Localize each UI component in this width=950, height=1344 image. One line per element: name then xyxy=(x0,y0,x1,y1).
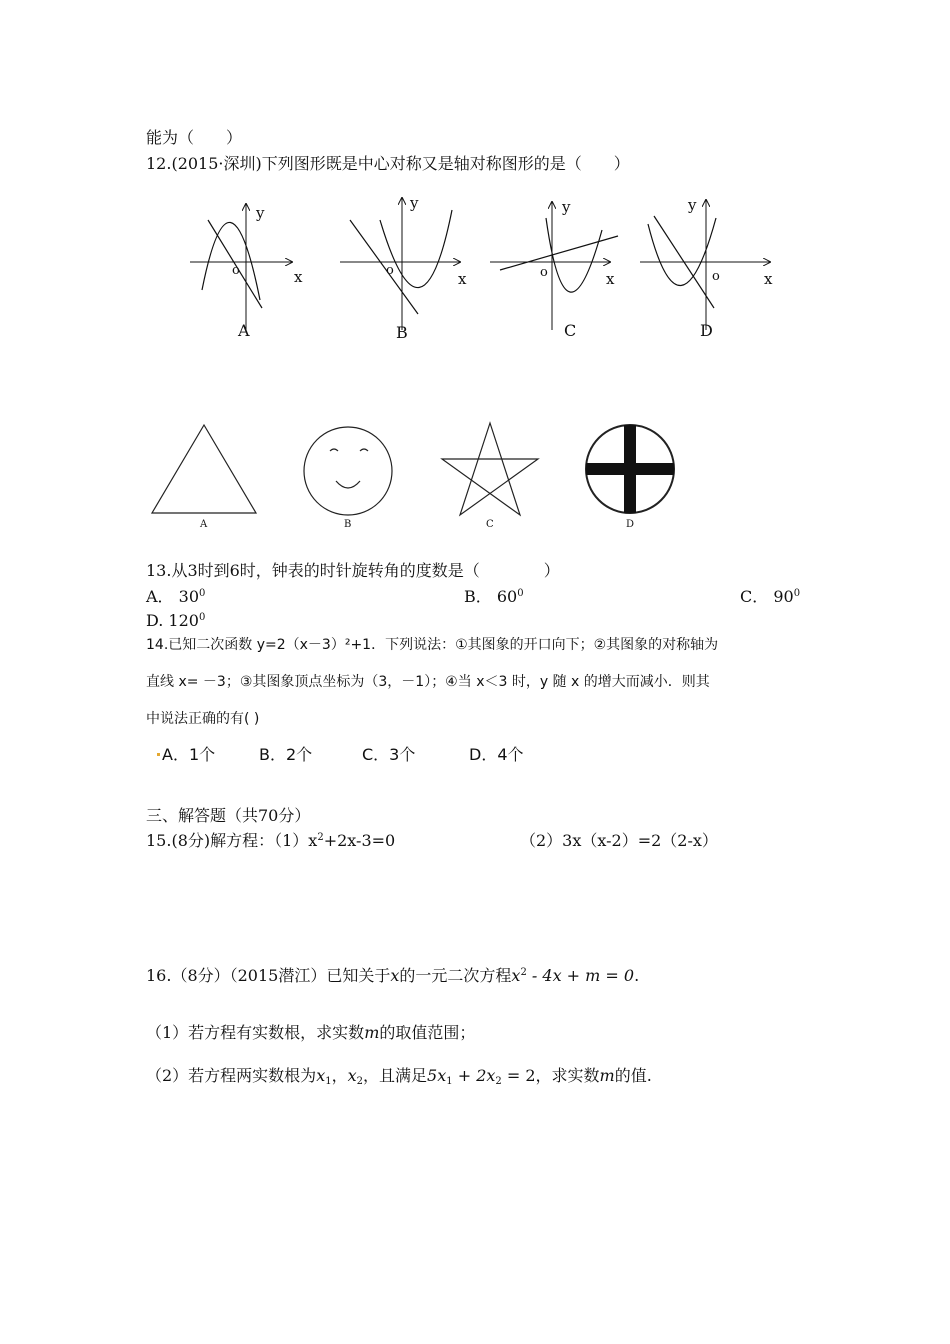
q13-option-d: D. $120^0$ xyxy=(146,611,206,630)
shape-a-triangle xyxy=(152,425,256,530)
shape-b-smiley xyxy=(304,427,392,530)
q12-stem: 12.(2015·深圳)下列图形既是中心对称又是轴对称图形的是（ ） xyxy=(146,154,630,173)
graph-b xyxy=(340,194,467,342)
shape-d-cross-circle xyxy=(586,425,674,530)
q16-stem: 16.（8分）（2015潜江）已知关于x的一元二次方程$x^2 - 4x + m = 0$. xyxy=(146,966,640,985)
section-3-heading: 三、解答题（共70分） xyxy=(146,806,311,825)
graph-b-label: B xyxy=(396,323,408,342)
graph-a-origin: o xyxy=(232,263,240,278)
graph-a-label: A xyxy=(238,321,250,340)
q15-part-1: 15.(8分)解方程：$(1)x^2+2x-3=0$ xyxy=(146,831,396,850)
graph-b-origin: o xyxy=(386,263,394,278)
graph-c-origin: o xyxy=(540,265,548,280)
q14-line-3: 中说法正确的有( ) xyxy=(146,711,260,727)
shape-d-label: D xyxy=(626,519,635,530)
graph-c xyxy=(490,198,618,340)
q15-part-2: （2）3x（x-2）=2（2-x） xyxy=(520,831,718,850)
q14-option-b: B．2个 xyxy=(259,745,313,764)
graph-a-y-label: y xyxy=(256,204,265,222)
graph-d-origin: o xyxy=(712,269,720,284)
q13-option-b: B． $60^0$ xyxy=(464,587,524,606)
graph-c-label: C xyxy=(564,321,577,340)
q13-option-a: A． $30^0$ xyxy=(146,587,206,606)
q16-part-2: （2）若方程两实数根为$x_1$，$x_2$，且满足$5x_1 + 2x_2 = 2$，求实数m的值. xyxy=(146,1066,652,1087)
q13-stem: 13.从3时到6时，钟表的时针旋转角的度数是（ ） xyxy=(146,561,560,580)
graph-c-x-label: x xyxy=(606,270,615,288)
q14-line-1: 14.已知二次函数 y=2（x－3）²+1．下列说法：①其图象的开口向下；②其图象的对称轴为 xyxy=(146,637,719,653)
q14-option-c: C．3个 xyxy=(362,745,416,764)
graph-b-x-label: x xyxy=(458,270,467,288)
graph-b-y-label: y xyxy=(410,194,419,212)
graph-a-x-label: x xyxy=(294,268,303,286)
q12-graphs xyxy=(180,190,800,350)
edit-marker xyxy=(157,753,160,756)
graph-d-y-label: y xyxy=(688,196,697,214)
q14-option-d: D．4个 xyxy=(469,745,524,764)
symmetry-shapes xyxy=(140,415,700,535)
shape-c-star xyxy=(442,423,538,530)
shape-b-label: B xyxy=(344,519,352,530)
shape-c-label: C xyxy=(486,519,494,530)
q11-tail: 能为（ ） xyxy=(146,128,243,147)
graph-d xyxy=(640,196,773,340)
graph-d-label: D xyxy=(700,321,713,340)
q13-option-c: C． $90^0$ xyxy=(740,587,801,606)
graph-d-x-label: x xyxy=(764,270,773,288)
graph-a-parabola xyxy=(202,222,260,300)
q14-option-a: A．1个 xyxy=(162,745,216,764)
graph-c-line xyxy=(500,236,618,270)
q14-line-2: 直线 x= －3；③其图象顶点坐标为（3，－1）；④当 x＜3 时，y 随 x 的增大而减小．则其 xyxy=(146,674,710,690)
shape-a-label: A xyxy=(200,519,208,530)
graph-c-y-label: y xyxy=(562,198,571,216)
q16-part-1: （1）若方程有实数根，求实数m的取值范围； xyxy=(146,1023,476,1042)
graph-c-parabola xyxy=(546,218,602,292)
graph-a xyxy=(190,204,303,340)
